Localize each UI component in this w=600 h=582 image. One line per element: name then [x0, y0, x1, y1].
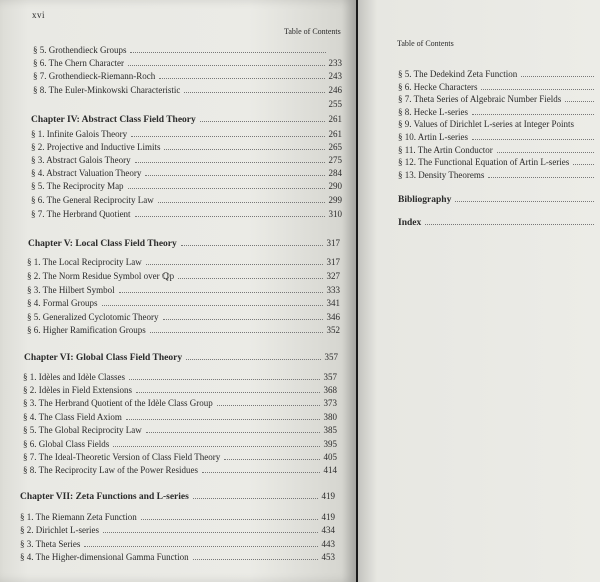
- toc-entry-label: § 6. Global Class Fields: [23, 439, 110, 449]
- leader-dots: [472, 139, 594, 140]
- leader-dots: [521, 76, 594, 77]
- toc-entry: [31, 208, 342, 220]
- toc-entry-page: 357: [323, 372, 337, 382]
- toc-entry-label: § 11. The Artin Conductor: [398, 145, 493, 155]
- toc-entry: [23, 384, 337, 396]
- leader-dots: [146, 264, 323, 265]
- leader-dots: [472, 114, 594, 115]
- toc-entry-page: 317: [326, 257, 340, 267]
- leader-dots: [163, 319, 323, 320]
- leader-dots: [178, 278, 322, 279]
- leader-dots: [497, 152, 594, 153]
- toc-entry-label: § 8. Hecke L-series: [398, 107, 468, 117]
- toc-entry-page: 341: [326, 298, 340, 308]
- toc-entry-label: § 13. Density Theorems: [398, 170, 485, 180]
- leader-dots: [103, 532, 318, 533]
- toc-entry-page: 385: [323, 425, 337, 435]
- leader-dots: [150, 332, 323, 333]
- leader-dots: [565, 101, 594, 102]
- toc-entry-label: § 3. The Herbrand Quotient of the Idèle Class Group: [23, 398, 213, 408]
- leader-dots: [202, 472, 319, 473]
- toc-entry-label: § 4. The Class Field Axiom: [23, 412, 122, 422]
- toc-entry: [20, 551, 335, 563]
- toc-entry-page: 275: [328, 155, 342, 165]
- toc-entry: [31, 128, 342, 140]
- toc-entry: [20, 524, 335, 536]
- bibliography-label: Bibliography: [398, 195, 452, 205]
- toc-entry: [33, 84, 342, 96]
- toc-entry: [27, 311, 340, 323]
- toc-entry-label: § 7. Theta Series of Algebraic Number Fields: [398, 94, 562, 104]
- toc-entry: [398, 81, 598, 93]
- toc-entry-page: 443: [321, 539, 335, 549]
- leader-dots: [573, 164, 594, 165]
- toc-entry-label: § 3. The Hilbert Symbol: [27, 285, 115, 295]
- toc-entry: [20, 538, 335, 550]
- toc-entry: [23, 464, 337, 476]
- toc-entry: [300, 98, 342, 110]
- toc-entry-label: § 3. Theta Series: [20, 539, 81, 549]
- toc-entry-page: 333: [326, 285, 340, 295]
- toc-entry-page: 255: [328, 99, 342, 109]
- leader-dots: [136, 392, 320, 393]
- toc-entry: [27, 256, 340, 268]
- toc-entry-label: § 2. Idèles in Field Extensions: [23, 385, 132, 395]
- leader-dots: [84, 546, 317, 547]
- leader-dots: [425, 224, 594, 225]
- toc-entry-label: § 5. Generalized Cyclotomic Theory: [27, 312, 159, 322]
- toc-entry-page: 453: [321, 552, 335, 562]
- leader-dots: [217, 405, 320, 406]
- leader-dots: [158, 202, 325, 203]
- toc-entry-label: § 10. Artin L-series: [398, 132, 468, 142]
- leader-dots: [224, 459, 319, 460]
- chapter-page: 357: [324, 352, 338, 362]
- leader-dots: [141, 519, 318, 520]
- toc-entry-label: § 4. Formal Groups: [27, 298, 98, 308]
- chapter-heading: [24, 351, 338, 363]
- toc-entry-label: § 7. The Ideal-Theoretic Version of Class Field Theory: [23, 452, 221, 462]
- toc-entry: [27, 324, 340, 336]
- leader-dots: [128, 65, 324, 66]
- chapter-page: 261: [328, 114, 342, 124]
- leader-dots: [146, 432, 320, 433]
- toc-entry-page: 233: [328, 58, 342, 68]
- toc-entry-label: § 2. Dirichlet L-series: [20, 525, 99, 535]
- toc-entry-page: 414: [323, 465, 337, 475]
- toc-entry-page: 290: [328, 181, 342, 191]
- leader-dots: [145, 175, 324, 176]
- toc-entry: [398, 68, 598, 80]
- chapter-heading: [31, 113, 342, 125]
- leader-dots: [135, 216, 325, 217]
- toc-entry: [398, 93, 598, 105]
- chapter-title: Chapter V: Local Class Field Theory: [28, 239, 177, 249]
- leader-dots: [102, 305, 323, 306]
- leader-dots: [135, 162, 325, 163]
- toc-entry-label: § 6. The General Reciprocity Law: [31, 195, 154, 205]
- toc-entry-label: § 5. Grothendieck Groups: [33, 45, 127, 55]
- toc-entry: [31, 180, 342, 192]
- toc-entry-label: § 5. The Global Reciprocity Law: [23, 425, 142, 435]
- chapter-heading: [28, 237, 340, 249]
- chapter-page: 419: [321, 491, 335, 501]
- toc-entry: [398, 169, 598, 181]
- index-entry: [398, 217, 598, 229]
- leader-dots: [130, 52, 326, 53]
- toc-entry-label: § 7. Grothendieck-Riemann-Roch: [33, 71, 156, 81]
- toc-entry-label: § 8. The Reciprocity Law of the Power Residues: [23, 465, 199, 475]
- toc-entry: [31, 167, 342, 179]
- toc-entry-page: 265: [328, 142, 342, 152]
- toc-entry: [27, 297, 340, 309]
- toc-entry-label: § 12. The Functional Equation of Artin L-series: [398, 157, 570, 167]
- toc-entry-label: § 3. Abstract Galois Theory: [31, 155, 131, 165]
- toc-entry: [23, 438, 337, 450]
- toc-entry-page: 246: [328, 85, 342, 95]
- toc-entry-page: 261: [328, 129, 342, 139]
- leader-dots: [113, 446, 319, 447]
- toc-entry: [33, 57, 342, 69]
- chapter-title: Chapter IV: Abstract Class Field Theory: [31, 115, 196, 125]
- toc-entry-label: § 1. The Local Reciprocity Law: [27, 257, 142, 267]
- toc-entry: [31, 194, 342, 206]
- toc-entry-page: 373: [323, 398, 337, 408]
- leader-dots: [186, 359, 320, 360]
- toc-entry-page: 419: [321, 512, 335, 522]
- toc-entry-label: § 1. The Riemann Zeta Function: [20, 512, 137, 522]
- toc-entry: [398, 131, 598, 143]
- leader-dots: [455, 201, 594, 202]
- index-label: Index: [398, 218, 422, 228]
- toc-entry-page: 368: [323, 385, 337, 395]
- toc-entry-label: § 1. Infinite Galois Theory: [31, 129, 128, 139]
- toc-entry-page: 243: [328, 71, 342, 81]
- toc-entry-page: 284: [328, 168, 342, 178]
- toc-entry-label: § 6. The Chern Character: [33, 58, 125, 68]
- toc-entry-label: § 8. The Euler-Minkowski Characteristic: [33, 85, 181, 95]
- toc-entry-page: 380: [323, 412, 337, 422]
- leader-dots: [481, 89, 594, 90]
- toc-entry-label: § 2. The Norm Residue Symbol over ℚp: [27, 271, 175, 281]
- toc-entry-page: 352: [326, 325, 340, 335]
- leader-dots: [128, 188, 325, 189]
- running-head-left: Table of Contents: [284, 27, 341, 36]
- leader-dots: [184, 92, 324, 93]
- toc-entry-label: § 6. Higher Ramification Groups: [27, 325, 146, 335]
- chapter-page: 317: [326, 238, 340, 248]
- leader-dots: [119, 292, 323, 293]
- toc-entry-label: § 5. The Dedekind Zeta Function: [398, 69, 518, 79]
- toc-entry: [398, 106, 598, 118]
- chapter-title: Chapter VI: Global Class Field Theory: [24, 353, 183, 363]
- toc-entry-label: § 2. Projective and Inductive Limits: [31, 142, 161, 152]
- leader-dots: [193, 498, 318, 499]
- toc-entry: [33, 70, 342, 82]
- bibliography-entry: [398, 194, 598, 206]
- chapter-heading: [20, 490, 335, 502]
- toc-entry-page: 299: [328, 195, 342, 205]
- toc-entry-page: 405: [323, 452, 337, 462]
- leader-dots: [126, 419, 320, 420]
- toc-entry: [23, 451, 337, 463]
- running-head-right: Table of Contents: [397, 39, 454, 48]
- leader-dots: [129, 379, 320, 380]
- page-number: xvi: [32, 10, 46, 20]
- toc-entry: [23, 371, 337, 383]
- toc-entry: [27, 270, 340, 282]
- toc-entry-page: 327: [326, 271, 340, 281]
- toc-entry: [23, 424, 337, 436]
- chapter-title: Chapter VII: Zeta Functions and L-series: [20, 492, 189, 502]
- toc-entry-page: 395: [323, 439, 337, 449]
- toc-entry: [31, 154, 342, 166]
- leader-dots: [159, 78, 324, 79]
- toc-entry-page: 434: [321, 525, 335, 535]
- toc-entry-label: § 1. Idèles and Idèle Classes: [23, 372, 125, 382]
- toc-entry-page: 310: [328, 209, 342, 219]
- leader-dots: [164, 149, 324, 150]
- toc-entry-label: § 4. The Higher-dimensional Gamma Function: [20, 552, 189, 562]
- toc-entry-page: 346: [326, 312, 340, 322]
- leader-dots: [488, 177, 594, 178]
- toc-entry: [23, 411, 337, 423]
- toc-entry: [398, 118, 598, 130]
- toc-entry: [31, 141, 342, 153]
- leader-dots: [131, 136, 324, 137]
- leader-dots: [200, 121, 325, 122]
- toc-entry-label: § 7. The Herbrand Quotient: [31, 209, 131, 219]
- toc-entry: [20, 511, 335, 523]
- toc-entry-label: § 6. Hecke Characters: [398, 82, 478, 92]
- toc-entry-label: § 9. Values of Dirichlet L-series at Integer Points: [398, 119, 575, 129]
- toc-entry: [23, 397, 337, 409]
- leader-dots: [181, 245, 323, 246]
- toc-entry-label: § 5. The Reciprocity Map: [31, 181, 124, 191]
- leader-dots: [193, 559, 318, 560]
- toc-entry: [398, 144, 598, 156]
- toc-entry-label: § 4. Abstract Valuation Theory: [31, 168, 142, 178]
- toc-entry: [398, 156, 598, 168]
- toc-entry: [27, 284, 340, 296]
- toc-entry: [33, 44, 342, 56]
